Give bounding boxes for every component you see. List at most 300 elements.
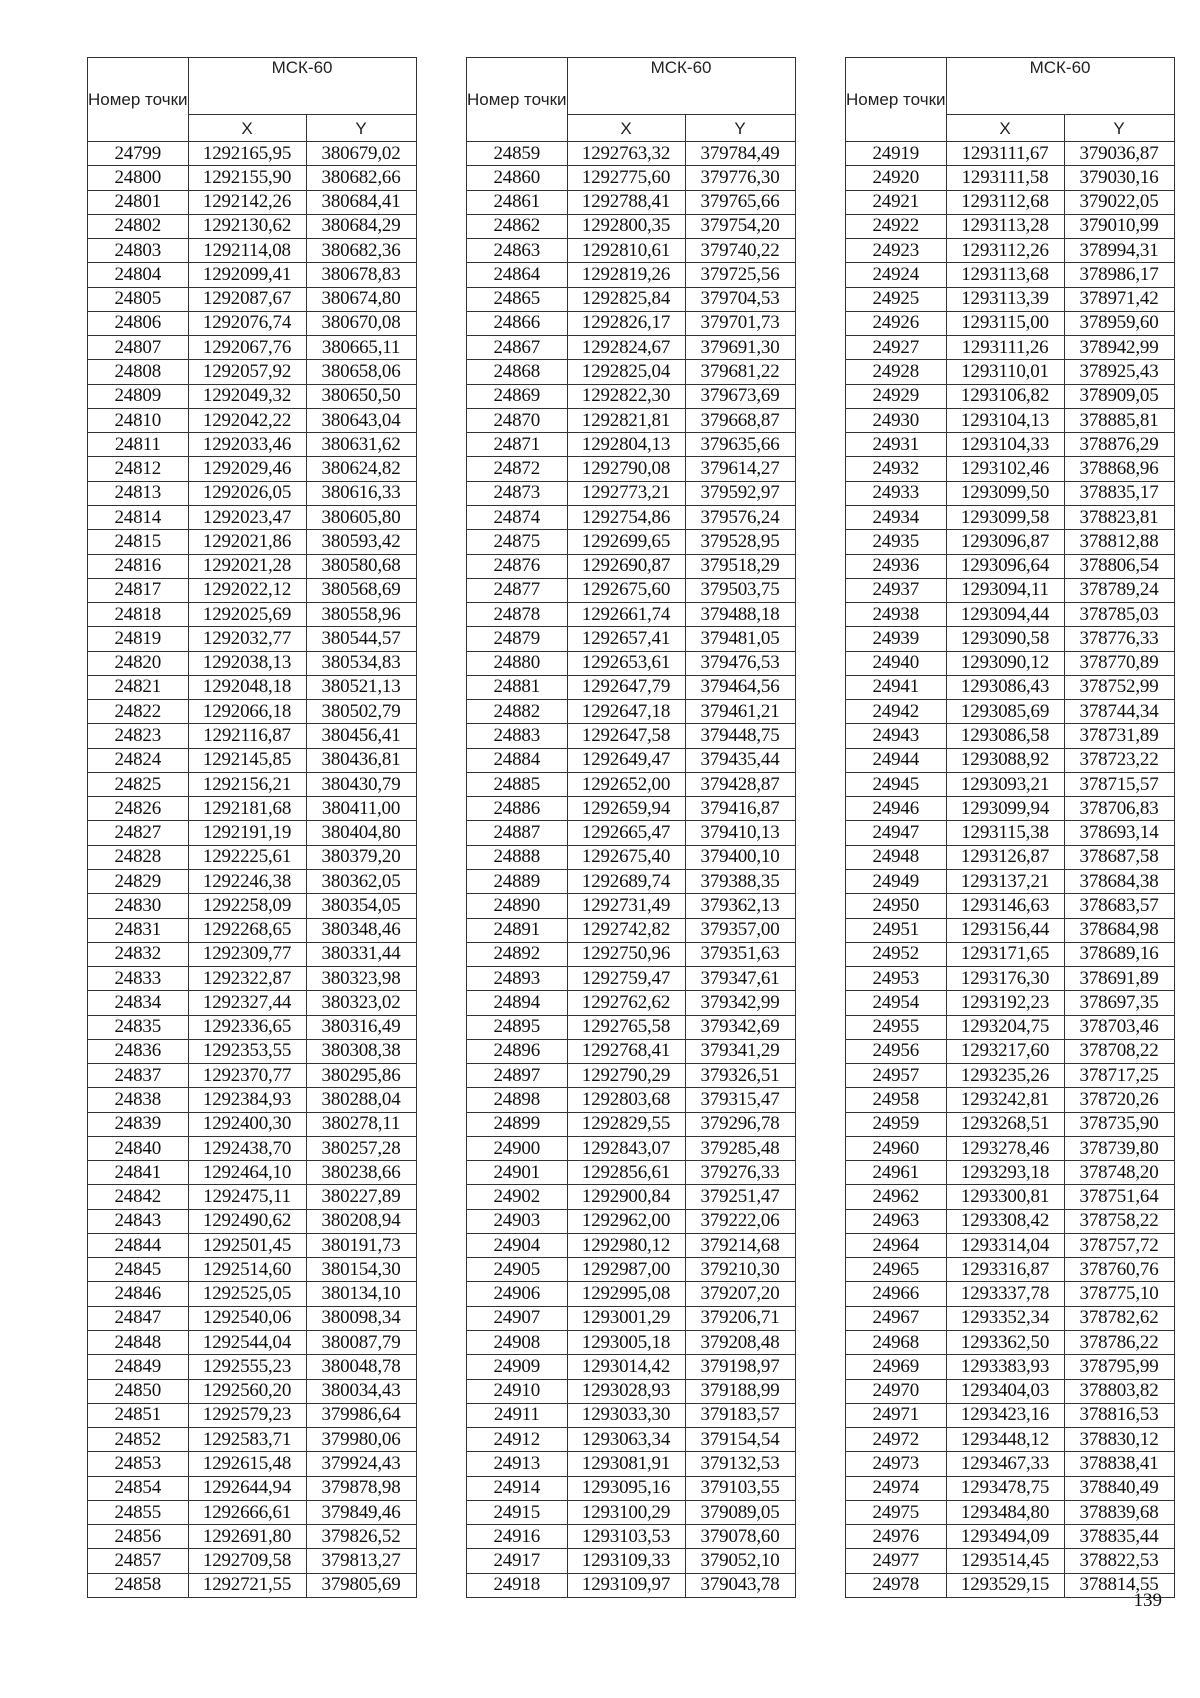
y-coordinate-cell: 380411,00 [306,797,416,821]
x-coordinate-cell: 1292653,61 [567,651,685,675]
x-coordinate-cell: 1292824,67 [567,336,685,360]
point-number-cell: 24966 [846,1282,947,1306]
y-coordinate-cell: 380593,42 [306,530,416,554]
table-row [846,1355,1175,1379]
x-coordinate-cell: 1292699,65 [567,530,685,554]
y-coordinate-cell: 379681,22 [685,360,795,384]
point-number-cell: 24830 [88,894,189,918]
table-row [846,1112,1175,1136]
point-number-cell: 24802 [88,214,189,238]
y-coordinate-cell: 379518,29 [685,554,795,578]
coordinate-system-header: МСК-60 [188,58,416,115]
x-coordinate-cell: 1293099,94 [946,797,1064,821]
table-row [467,530,796,554]
y-coordinate-cell: 378735,90 [1064,1112,1174,1136]
y-coordinate-cell: 380665,11 [306,336,416,360]
y-coordinate-cell: 379188,99 [685,1379,795,1403]
x-coordinate-cell: 1292659,94 [567,797,685,821]
point-number-cell: 24923 [846,239,947,263]
point-number-cell: 24865 [467,287,568,311]
point-number-cell: 24874 [467,505,568,529]
point-number-cell: 24855 [88,1500,189,1524]
table-row [88,942,417,966]
point-number-cell: 24848 [88,1331,189,1355]
y-coordinate-cell: 378795,99 [1064,1355,1174,1379]
table-row [467,772,796,796]
x-coordinate-cell: 1292464,10 [188,1161,306,1185]
y-coordinate-cell: 378720,26 [1064,1088,1174,1112]
table-row [88,918,417,942]
point-number-cell: 24916 [467,1525,568,1549]
y-coordinate-cell: 379351,63 [685,942,795,966]
table-row [846,627,1175,651]
table-row [846,1282,1175,1306]
point-number-cell: 24889 [467,869,568,893]
x-coordinate-cell: 1292661,74 [567,603,685,627]
y-coordinate-cell: 380682,36 [306,239,416,263]
table-row [846,239,1175,263]
table-body [846,142,1175,1598]
table-row [467,384,796,408]
point-number-cell: 24873 [467,481,568,505]
point-number-cell: 24840 [88,1136,189,1160]
y-coordinate-cell: 379416,87 [685,797,795,821]
x-coordinate-cell: 1292742,82 [567,918,685,942]
point-number-cell: 24827 [88,821,189,845]
y-coordinate-cell: 379704,53 [685,287,795,311]
point-number-cell: 24881 [467,675,568,699]
table-row [467,700,796,724]
point-number-cell: 24910 [467,1379,568,1403]
point-number-cell: 24826 [88,797,189,821]
table-row [846,554,1175,578]
point-number-cell: 24858 [88,1573,189,1597]
x-coordinate-cell: 1293204,75 [946,1015,1064,1039]
y-coordinate-cell: 379222,06 [685,1209,795,1233]
point-number-cell: 24914 [467,1476,568,1500]
table-row [467,1185,796,1209]
table-row [88,1282,417,1306]
point-number-cell: 24816 [88,554,189,578]
table-row [846,166,1175,190]
table-row [88,772,417,796]
y-coordinate-cell: 379198,97 [685,1355,795,1379]
table-row [88,481,417,505]
x-coordinate-cell: 1293314,04 [946,1233,1064,1257]
x-coordinate-cell: 1292165,95 [188,142,306,166]
x-coordinate-cell: 1292022,12 [188,578,306,602]
y-coordinate-cell: 380631,62 [306,433,416,457]
x-coordinate-cell: 1293156,44 [946,918,1064,942]
x-coordinate-cell: 1292322,87 [188,967,306,991]
point-number-cell: 24880 [467,651,568,675]
y-coordinate-cell: 379326,51 [685,1064,795,1088]
table-row [88,1209,417,1233]
table-row [846,748,1175,772]
point-number-cell: 24886 [467,797,568,821]
point-number-cell: 24843 [88,1209,189,1233]
point-number-cell: 24825 [88,772,189,796]
y-coordinate-cell: 378823,81 [1064,505,1174,529]
x-coordinate-cell: 1292026,05 [188,481,306,505]
table-row [88,845,417,869]
y-coordinate-cell: 379208,48 [685,1331,795,1355]
x-coordinate-cell: 1293005,18 [567,1331,685,1355]
x-coordinate-cell: 1292665,47 [567,821,685,845]
y-coordinate-cell: 378816,53 [1064,1403,1174,1427]
y-coordinate-cell: 379154,54 [685,1428,795,1452]
point-number-cell: 24812 [88,457,189,481]
point-number-cell: 24929 [846,384,947,408]
table-row [467,845,796,869]
table-row [467,214,796,238]
point-number-cell: 24924 [846,263,947,287]
point-number-cell: 24922 [846,214,947,238]
x-coordinate-cell: 1292788,41 [567,190,685,214]
table-row [88,360,417,384]
y-coordinate-cell: 378697,35 [1064,991,1174,1015]
point-number-cell: 24831 [88,918,189,942]
y-coordinate-cell: 379010,99 [1064,214,1174,238]
point-number-cell: 24833 [88,967,189,991]
point-number-cell: 24859 [467,142,568,166]
y-coordinate-cell: 379980,06 [306,1428,416,1452]
y-coordinate-cell: 378684,98 [1064,918,1174,942]
y-coordinate-cell: 379043,78 [685,1573,795,1597]
x-coordinate-cell: 1292114,08 [188,239,306,263]
y-coordinate-cell: 380257,28 [306,1136,416,1160]
point-number-cell: 24938 [846,603,947,627]
table-row [88,1379,417,1403]
y-coordinate-cell: 379362,13 [685,894,795,918]
point-number-cell: 24808 [88,360,189,384]
x-coordinate-cell: 1293088,92 [946,748,1064,772]
x-coordinate-cell: 1293096,64 [946,554,1064,578]
table-row [467,1476,796,1500]
table-row [88,869,417,893]
coordinates-table-1 [87,57,417,1598]
table-row [467,1015,796,1039]
point-number-cell: 24818 [88,603,189,627]
x-coordinate-cell: 1292819,26 [567,263,685,287]
x-coordinate-cell: 1293095,16 [567,1476,685,1500]
table-row [846,797,1175,821]
point-number-header: Номер точки [467,58,568,142]
table-row [467,967,796,991]
x-coordinate-cell: 1293112,26 [946,239,1064,263]
x-coordinate-cell: 1292709,58 [188,1549,306,1573]
x-coordinate-cell: 1293467,33 [946,1452,1064,1476]
y-coordinate-cell: 378760,76 [1064,1258,1174,1282]
y-coordinate-cell: 378723,22 [1064,748,1174,772]
y-coordinate-cell: 379813,27 [306,1549,416,1573]
point-number-cell: 24925 [846,287,947,311]
point-number-cell: 24852 [88,1428,189,1452]
y-coordinate-cell: 379784,49 [685,142,795,166]
y-coordinate-cell: 379428,87 [685,772,795,796]
y-coordinate-cell: 378757,72 [1064,1233,1174,1257]
point-number-cell: 24953 [846,967,947,991]
y-coordinate-cell: 380316,49 [306,1015,416,1039]
table-row [846,1185,1175,1209]
table-row [88,336,417,360]
y-coordinate-cell: 379089,05 [685,1500,795,1524]
y-coordinate-cell: 379206,71 [685,1306,795,1330]
point-number-cell: 24805 [88,287,189,311]
x-coordinate-cell: 1292475,11 [188,1185,306,1209]
coordinates-table-3 [845,57,1175,1598]
table-row [88,1233,417,1257]
y-coordinate-cell: 378909,05 [1064,384,1174,408]
x-coordinate-cell: 1293111,26 [946,336,1064,360]
x-coordinate-cell: 1293448,12 [946,1428,1064,1452]
y-coordinate-cell: 378775,10 [1064,1282,1174,1306]
table-row [467,797,796,821]
y-coordinate-cell: 379488,18 [685,603,795,627]
x-coordinate-cell: 1293126,87 [946,845,1064,869]
table-row [88,821,417,845]
y-coordinate-cell: 378838,41 [1064,1452,1174,1476]
table-row [846,942,1175,966]
table-row [88,287,417,311]
point-number-cell: 24832 [88,942,189,966]
coordinate-system-header: МСК-60 [946,58,1174,115]
table-row [467,578,796,602]
table-row [467,942,796,966]
y-coordinate-cell: 379754,20 [685,214,795,238]
table-row [467,1331,796,1355]
x-coordinate-cell: 1292647,18 [567,700,685,724]
x-coordinate-cell: 1293099,58 [946,505,1064,529]
point-number-cell: 24893 [467,967,568,991]
point-number-cell: 24877 [467,578,568,602]
point-number-cell: 24809 [88,384,189,408]
point-number-cell: 24950 [846,894,947,918]
y-coordinate-cell: 380674,80 [306,287,416,311]
table-row [467,675,796,699]
point-number-cell: 24932 [846,457,947,481]
table-row [846,1452,1175,1476]
point-number-cell: 24888 [467,845,568,869]
table-row [88,1112,417,1136]
x-coordinate-cell: 1292649,47 [567,748,685,772]
x-coordinate-cell: 1292400,30 [188,1112,306,1136]
point-number-cell: 24978 [846,1573,947,1597]
x-coordinate-cell: 1293514,45 [946,1549,1064,1573]
y-coordinate-cell: 379805,69 [306,1573,416,1597]
table-row [88,1549,417,1573]
x-coordinate-cell: 1293383,93 [946,1355,1064,1379]
point-number-cell: 24870 [467,408,568,432]
table-row [846,651,1175,675]
x-coordinate-cell: 1292181,68 [188,797,306,821]
table-row [88,603,417,627]
coordinates-table-2 [466,57,796,1598]
y-coordinate-cell: 380238,66 [306,1161,416,1185]
y-coordinate-cell: 378758,22 [1064,1209,1174,1233]
table-row [846,263,1175,287]
table-row [467,1500,796,1524]
point-number-cell: 24841 [88,1161,189,1185]
point-number-cell: 24919 [846,142,947,166]
table-row [467,457,796,481]
point-number-cell: 24824 [88,748,189,772]
x-coordinate-cell: 1292370,77 [188,1064,306,1088]
page-number: 139 [1133,1590,1162,1611]
x-coordinate-cell: 1292995,08 [567,1282,685,1306]
table-row [846,142,1175,166]
y-coordinate-cell: 379503,75 [685,578,795,602]
point-number-cell: 24954 [846,991,947,1015]
y-coordinate-cell: 380362,05 [306,869,416,893]
table-row [88,311,417,335]
point-number-cell: 24952 [846,942,947,966]
y-coordinate-cell: 378925,43 [1064,360,1174,384]
point-number-cell: 24842 [88,1185,189,1209]
y-coordinate-cell: 378803,82 [1064,1379,1174,1403]
y-coordinate-cell: 380331,44 [306,942,416,966]
y-coordinate-cell: 380580,68 [306,554,416,578]
y-coordinate-cell: 380616,33 [306,481,416,505]
point-number-cell: 24911 [467,1403,568,1427]
table-row [88,214,417,238]
y-coordinate-cell: 380308,38 [306,1039,416,1063]
y-coordinate-cell: 379528,95 [685,530,795,554]
x-coordinate-cell: 1293176,30 [946,967,1064,991]
x-coordinate-cell: 1292762,62 [567,991,685,1015]
x-coordinate-cell: 1292048,18 [188,675,306,699]
point-number-cell: 24975 [846,1500,947,1524]
y-coordinate-cell: 378715,57 [1064,772,1174,796]
table-row [88,675,417,699]
table-row [846,1403,1175,1427]
point-number-cell: 24949 [846,869,947,893]
point-number-cell: 24813 [88,481,189,505]
y-coordinate-cell: 379285,48 [685,1136,795,1160]
table-row [846,433,1175,457]
y-coordinate-cell: 379315,47 [685,1088,795,1112]
point-number-cell: 24963 [846,1209,947,1233]
table-row [846,481,1175,505]
x-coordinate-cell: 1292021,86 [188,530,306,554]
y-coordinate-cell: 380134,10 [306,1282,416,1306]
point-number-cell: 24799 [88,142,189,166]
y-coordinate-cell: 378994,31 [1064,239,1174,263]
x-coordinate-cell: 1293111,67 [946,142,1064,166]
y-coordinate-cell: 380154,30 [306,1258,416,1282]
table-row [846,1476,1175,1500]
x-coordinate-cell: 1293217,60 [946,1039,1064,1063]
x-coordinate-cell: 1293113,28 [946,214,1064,238]
point-number-cell: 24946 [846,797,947,821]
point-number-cell: 24834 [88,991,189,1015]
x-coordinate-cell: 1292731,49 [567,894,685,918]
table-row [846,1039,1175,1063]
point-number-cell: 24928 [846,360,947,384]
y-coordinate-cell: 379592,97 [685,481,795,505]
y-coordinate-cell: 379103,55 [685,1476,795,1500]
table-row [846,1161,1175,1185]
x-coordinate-cell: 1293115,38 [946,821,1064,845]
x-coordinate-cell: 1292155,90 [188,166,306,190]
x-coordinate-cell: 1292258,09 [188,894,306,918]
y-coordinate-cell: 380288,04 [306,1088,416,1112]
point-number-cell: 24884 [467,748,568,772]
x-coordinate-cell: 1292579,23 [188,1403,306,1427]
table-row [467,1379,796,1403]
point-number-cell: 24860 [467,166,568,190]
x-coordinate-cell: 1292353,55 [188,1039,306,1063]
point-number-cell: 24883 [467,724,568,748]
y-coordinate-cell: 378748,20 [1064,1161,1174,1185]
point-number-cell: 24898 [467,1088,568,1112]
x-coordinate-cell: 1292560,20 [188,1379,306,1403]
point-number-cell: 24864 [467,263,568,287]
point-number-cell: 24935 [846,530,947,554]
table-row [467,748,796,772]
table-row [88,1452,417,1476]
y-coordinate-cell: 378835,44 [1064,1525,1174,1549]
y-coordinate-cell: 380323,98 [306,967,416,991]
point-number-cell: 24876 [467,554,568,578]
y-coordinate-cell: 379668,87 [685,408,795,432]
table-row [846,1233,1175,1257]
y-coordinate-cell: 379986,64 [306,1403,416,1427]
table-row [846,869,1175,893]
x-column-header: X [946,115,1064,142]
y-coordinate-cell: 379276,33 [685,1161,795,1185]
x-coordinate-cell: 1292049,32 [188,384,306,408]
table-row [88,651,417,675]
table-row [846,991,1175,1015]
x-coordinate-cell: 1292025,69 [188,603,306,627]
point-number-cell: 24976 [846,1525,947,1549]
x-coordinate-cell: 1292525,05 [188,1282,306,1306]
x-coordinate-cell: 1292438,70 [188,1136,306,1160]
point-number-cell: 24937 [846,578,947,602]
x-coordinate-cell: 1292754,86 [567,505,685,529]
table-row [846,505,1175,529]
x-coordinate-cell: 1293093,21 [946,772,1064,796]
y-coordinate-cell: 378693,14 [1064,821,1174,845]
table-row [467,1233,796,1257]
y-coordinate-cell: 379388,35 [685,869,795,893]
y-coordinate-cell: 378683,57 [1064,894,1174,918]
point-number-cell: 24943 [846,724,947,748]
x-coordinate-cell: 1292804,13 [567,433,685,457]
y-coordinate-cell: 379183,57 [685,1403,795,1427]
x-coordinate-cell: 1292384,93 [188,1088,306,1112]
x-coordinate-cell: 1292246,38 [188,869,306,893]
table-row [88,166,417,190]
y-coordinate-cell: 380670,08 [306,311,416,335]
table-row [467,287,796,311]
x-coordinate-cell: 1293268,51 [946,1112,1064,1136]
y-coordinate-cell: 378691,89 [1064,967,1174,991]
x-coordinate-cell: 1292721,55 [188,1573,306,1597]
point-number-cell: 24866 [467,311,568,335]
y-coordinate-cell: 379400,10 [685,845,795,869]
x-coordinate-cell: 1293404,03 [946,1379,1064,1403]
point-number-cell: 24933 [846,481,947,505]
x-coordinate-cell: 1292768,41 [567,1039,685,1063]
y-coordinate-cell: 379251,47 [685,1185,795,1209]
point-number-cell: 24934 [846,505,947,529]
x-coordinate-cell: 1292309,77 [188,942,306,966]
table-row [88,1476,417,1500]
y-coordinate-cell: 380502,79 [306,700,416,724]
x-coordinate-cell: 1293028,93 [567,1379,685,1403]
